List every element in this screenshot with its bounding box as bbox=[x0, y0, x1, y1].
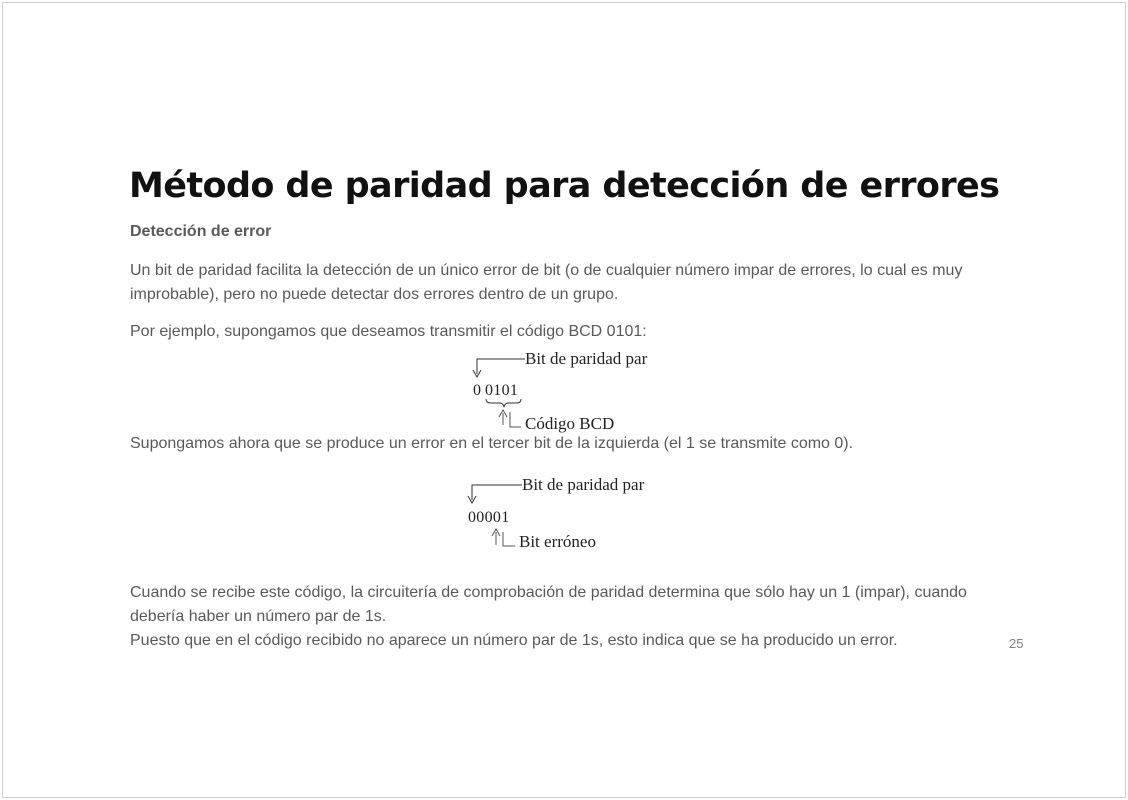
parity-bit-value: 0 bbox=[473, 382, 482, 399]
bcd-code-bits: 0101 bbox=[485, 382, 519, 399]
paragraph-intro: Un bit de paridad facilita la detección de un único error de bit (o de cualquier número impar de errores, lo cual es muy improbable), pero no puede detectar dos errores dentro de un grupo. bbox=[130, 262, 963, 303]
received-bits: 00001 bbox=[468, 509, 510, 526]
paragraph-example: Por ejemplo, supongamos que deseamos transmitir el código BCD 0101: bbox=[130, 323, 647, 340]
paragraph-error-case: Supongamos ahora que se produce un error en el tercer bit de la izquierda (el 1 se transmite como 0). bbox=[130, 435, 854, 452]
slide-subtitle: Detección de error bbox=[130, 223, 272, 240]
parity-diagram-error bbox=[465, 473, 685, 553]
paragraph-conclusion-1: Cuando se recibe este código, la circuitería de comprobación de paridad determina que sólo hay un 1 (impar), cuando debería haber un número par de 1s. bbox=[130, 584, 967, 625]
error-bit-label: Bit erróneo bbox=[519, 532, 596, 551]
slide bbox=[2, 2, 1126, 798]
page-number: 25 bbox=[1009, 636, 1024, 651]
parity-bit-label-2: Bit de paridad par bbox=[522, 475, 645, 494]
slide-title: Método de paridad para detección de errores bbox=[129, 166, 1000, 206]
paragraph-conclusion-2: Puesto que en el código recibido no aparece un número par de 1s, esto indica que se ha producido un error. bbox=[130, 632, 898, 649]
parity-bit-label: Bit de paridad par bbox=[525, 349, 648, 368]
parity-diagram-bcd bbox=[465, 347, 685, 435]
bcd-code-label: Código BCD bbox=[525, 414, 615, 433]
